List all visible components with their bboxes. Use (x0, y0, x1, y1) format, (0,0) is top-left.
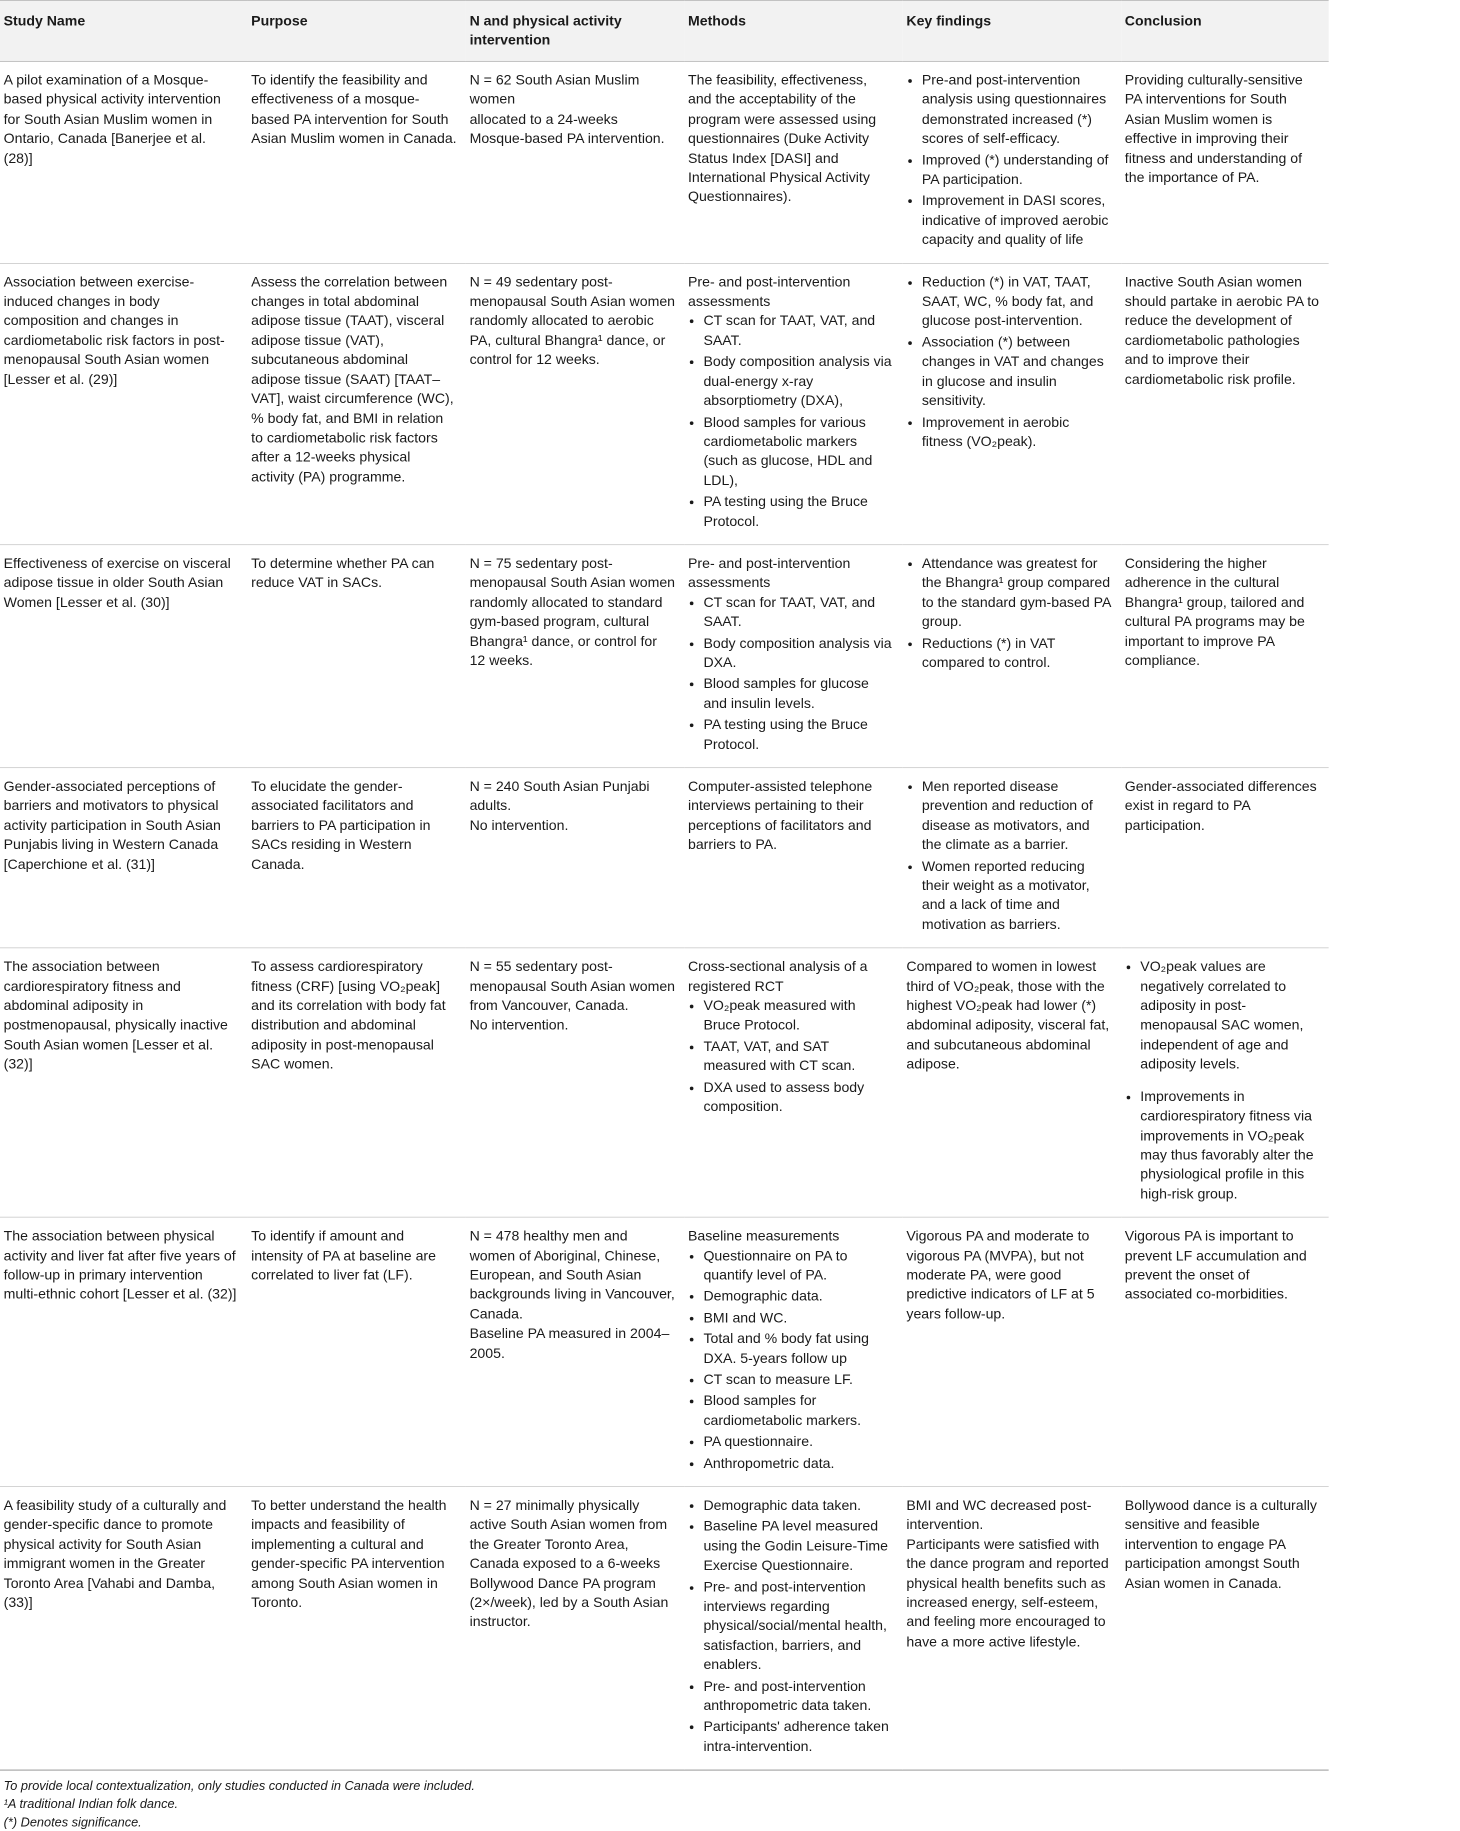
conclusion-text: Providing culturally-sensitive PA interventions for South Asian Muslim women is effective in improving their fitness and understanding of the importance of PA. (1124, 72, 1303, 186)
cell-methods (684, 1217, 902, 1486)
findings-bullet-item: • Association (*) between changes in VAT and changes in glucose and insulin sensitivity. (922, 333, 1112, 411)
methods-bullet-item: • Baseline PA level measured using the Godin Leisure-Time Exercise Questionnaire. (703, 1517, 893, 1575)
conclusion-bullet-item: • Improvements in cardiorespiratory fitness via improvements in VO₂peak may thus favorably alter the physiological profile in this high-risk group. (1140, 1087, 1319, 1204)
cell-key-findings (903, 61, 1121, 263)
footnote-bhangra: ¹A traditional Indian folk dance. (3, 1796, 179, 1812)
cell-n-intervention (466, 1487, 684, 1770)
header-row (0, 0, 1329, 61)
cell-purpose: To determine whether PA can reduce VAT in SACs. (248, 545, 466, 768)
cell-study-name: Gender-associated perceptions of barriers and motivators to physical activity participation in South Asian Punjabis living in Western Canada [Caperchione et al. (31)] (0, 768, 248, 948)
footnote-scope: To provide local contextualization, only studies conducted in Canada were included. (3, 1778, 475, 1794)
header-methods: Methods (684, 0, 902, 61)
n-line: No intervention. (469, 817, 569, 834)
header-purpose: Purpose (248, 0, 466, 61)
table-row (0, 263, 1329, 544)
methods-bullet-item: • Body composition analysis via DXA. (703, 634, 893, 673)
n-line: N = 62 South Asian Muslim women (469, 72, 640, 108)
findings-bullet-item: • Improved (*) understanding of PA participation. (922, 151, 1112, 190)
cell-study-name: Effectiveness of exercise on visceral adipose tissue in older South Asian Women [Lesser et al. (30)] (0, 545, 248, 768)
header-n-intervention: N and physical activity intervention (466, 0, 684, 61)
cell-key-findings (903, 1217, 1121, 1486)
findings-bullet-list (906, 777, 1112, 935)
conclusion-bullet-list (1125, 958, 1320, 1205)
methods-bullet-item: • DXA used to assess body composition. (703, 1078, 893, 1117)
cell-study-name: A feasibility study of a culturally and gender-specific dance to promote physical activity for South Asian immigrant women in the Greater Toronto Area [Vahabi and Damba, (33)] (0, 1487, 248, 1770)
n-line: Baseline PA measured in 2004–2005. (469, 1326, 670, 1362)
cell-methods (684, 948, 902, 1217)
methods-bullet-list (688, 312, 894, 532)
conclusion-text: Bollywood dance is a culturally sensitive and feasible intervention to engage PA participation amongst South Asian women in Canada. (1124, 1497, 1317, 1592)
methods-bullet-list (688, 593, 894, 754)
table-row (0, 1487, 1329, 1770)
cell-methods (684, 1487, 902, 1770)
methods-text: Pre- and post-intervention assessments (687, 555, 851, 591)
cell-study-name: A pilot examination of a Mosque-based physical activity intervention for South Asian Muslim women in Ontario, Canada [Banerjee et al. (28)] (0, 61, 248, 263)
cell-key-findings (903, 263, 1121, 544)
cell-n-intervention (466, 948, 684, 1217)
conclusion-bullet-item: • VO₂peak values are negatively correlated to adiposity in post-menopausal SAC women, independent of age and adiposity levels. (1140, 958, 1319, 1075)
findings-text: Participants were satisfied with the dance program and reported physical health benefits such as increased energy, self-esteem, and feeling more encouraged to have a more active lifestyle. (906, 1536, 1109, 1650)
cell-key-findings (903, 545, 1121, 768)
table-row (0, 61, 1329, 263)
cell-purpose: To identify if amount and intensity of PA at baseline are correlated to liver fat (LF). (248, 1217, 466, 1486)
cell-methods (684, 61, 902, 263)
cell-key-findings (903, 768, 1121, 948)
cell-conclusion (1121, 263, 1328, 544)
methods-bullet-item: • Blood samples for cardiometabolic markers. (703, 1392, 893, 1431)
table-row (0, 1217, 1329, 1486)
methods-bullet-list (688, 1246, 894, 1473)
methods-bullet-item: • Pre- and post-intervention interviews regarding physical/social/mental health, satisfaction, barriers, and enablers. (703, 1578, 893, 1675)
cell-n-intervention (466, 545, 684, 768)
n-line: N = 55 sedentary post-menopausal South Asian women from Vancouver, Canada. (469, 959, 676, 1014)
cell-conclusion (1121, 1217, 1328, 1486)
n-line: allocated to a 24-weeks Mosque-based PA intervention. (469, 111, 665, 147)
methods-text: Computer-assisted telephone interviews pertaining to their perceptions of facilitators and barriers to PA. (687, 778, 873, 853)
conclusion-text: Considering the higher adherence in the cultural Bhangra¹ group, tailored and cultural PA programs may be important to improve PA compliance. (1124, 555, 1305, 669)
methods-text: Pre- and post-intervention assessments (687, 274, 851, 310)
methods-bullet-item: • Body composition analysis via dual-energy x-ray absorptiometry (DXA), (703, 352, 893, 410)
methods-text: Cross-sectional analysis of a registered RCT (687, 959, 868, 995)
cell-n-intervention (466, 1217, 684, 1486)
cell-key-findings (903, 1487, 1121, 1770)
n-line: N = 240 South Asian Punjabi adults. (469, 778, 650, 814)
methods-bullet-list (688, 997, 894, 1118)
cell-study-name: Association between exercise-induced changes in body composition and changes in cardiometabolic risk factors in post-menopausal South Asian women [Lesser et al. (29)] (0, 263, 248, 544)
cell-methods (684, 545, 902, 768)
methods-bullet-item: • CT scan for TAAT, VAT, and SAAT. (703, 312, 893, 351)
findings-bullet-item: • Improvement in DASI scores, indicative of improved aerobic capacity and quality of life (922, 192, 1112, 250)
cell-n-intervention (466, 61, 684, 263)
n-line: N = 75 sedentary post-menopausal South Asian women randomly allocated to standard gym-based program, cultural Bhangra¹ dance, or control for 12 weeks. (469, 555, 676, 669)
table-row (0, 768, 1329, 948)
cell-n-intervention (466, 263, 684, 544)
methods-bullet-item: • Total and % body fat using DXA. 5-years follow up (703, 1330, 893, 1369)
conclusion-text: Gender-associated differences exist in regard to PA participation. (1124, 778, 1317, 834)
findings-bullet-item: • Women reported reducing their weight as a motivator, and a lack of time and motivation as barriers. (922, 857, 1112, 935)
cell-conclusion (1121, 61, 1328, 263)
findings-text: Compared to women in lowest third of VO₂peak, those with the highest VO₂peak had lower (*) abdominal adiposity, visceral fat, and subcutaneous abdominal adipose. (906, 959, 1110, 1073)
cell-study-name: The association between physical activity and liver fat after five years of follow-up in primary intervention multi-ethnic cohort [Lesser et al. (32)] (0, 1217, 248, 1486)
methods-bullet-item: • PA testing using the Bruce Protocol. (703, 715, 893, 754)
methods-bullet-item: • BMI and WC. (703, 1308, 893, 1327)
methods-bullet-item: • VO₂peak measured with Bruce Protocol. (703, 997, 893, 1036)
findings-text: BMI and WC decreased post-intervention. (906, 1497, 1092, 1533)
findings-bullet-list (906, 554, 1112, 673)
n-line: No intervention. (469, 1017, 569, 1034)
cell-methods (684, 768, 902, 948)
methods-bullet-item: • Questionnaire on PA to quantify level of PA. (703, 1246, 893, 1285)
n-line: N = 478 healthy men and women of Aboriginal, Chinese, European, and South Asian backgrounds living in Vancouver, Canada. (469, 1228, 675, 1323)
footnote-significance: (*) Denotes significance. (3, 1814, 142, 1830)
methods-bullet-list (688, 1496, 894, 1757)
header-key-findings: Key findings (903, 0, 1121, 61)
methods-bullet-item: • PA testing using the Bruce Protocol. (703, 492, 893, 531)
methods-bullet-item: • Participants' adherence taken intra-intervention. (703, 1718, 893, 1757)
findings-bullet-item: • Reductions (*) in VAT compared to control. (922, 634, 1112, 673)
cell-purpose: To elucidate the gender-associated facilitators and barriers to PA participation in SACs residing in Western Canada. (248, 768, 466, 948)
cell-purpose: Assess the correlation between changes in total abdominal adipose tissue (TAAT), visceral adipose tissue (VAT), subcutaneous abdominal adipose tissue (SAAT) [TAAT–VAT], waist circumference (WC), % body fat, and BMI in relation to cardiometabolic risk factors after a 12-weeks physical activity (PA) programme. (248, 263, 466, 544)
cell-n-intervention (466, 768, 684, 948)
methods-text: Baseline measurements (687, 1228, 840, 1245)
n-line: N = 49 sedentary post-menopausal South Asian women randomly allocated to aerobic PA, cultural Bhangra¹ dance, or control for 12 weeks. (469, 274, 676, 368)
methods-bullet-item: • Demographic data taken. (703, 1496, 893, 1515)
methods-bullet-item: • TAAT, VAT, and SAT measured with CT scan. (703, 1037, 893, 1076)
table-row (0, 948, 1329, 1217)
findings-text: Vigorous PA and moderate to vigorous PA (MVPA), but not moderate PA, were good predictive indicators of LF at 5 years follow-up. (906, 1228, 1095, 1323)
methods-text: The feasibility, effectiveness, and the acceptability of the program were assessed using questionnaires (Duke Activity Status Index [DASI] and International Physical Activity Questionnaires). (687, 72, 877, 206)
table-footnotes (0, 1770, 1329, 1831)
cell-purpose: To better understand the health impacts and feasibility of implementing a cultural and gender-specific PA intervention among South Asian women in Toronto. (248, 1487, 466, 1770)
cell-methods (684, 263, 902, 544)
cell-conclusion (1121, 768, 1328, 948)
cell-conclusion (1121, 1487, 1328, 1770)
findings-bullet-item: • Attendance was greatest for the Bhangra¹ group compared to the standard gym-based PA group. (922, 554, 1112, 632)
findings-bullet-list (906, 273, 1112, 452)
methods-bullet-item: • Blood samples for glucose and insulin levels. (703, 675, 893, 714)
methods-bullet-item: • Anthropometric data. (703, 1454, 893, 1473)
cell-conclusion (1121, 948, 1328, 1217)
methods-bullet-item: • Demographic data. (703, 1287, 893, 1306)
methods-bullet-item: • Blood samples for various cardiometabolic markers (such as glucose, HDL and LDL), (703, 413, 893, 491)
header-study-name: Study Name (0, 0, 248, 61)
cell-study-name: The association between cardiorespiratory fitness and abdominal adiposity in postmenopausal, physically inactive South Asian women [Lesser et al. (32)] (0, 948, 248, 1217)
methods-bullet-item: • Pre- and post-intervention anthropometric data taken. (703, 1677, 893, 1716)
cell-purpose: To assess cardiorespiratory fitness (CRF) [using VO₂peak] and its correlation with body fat distribution and abdominal adiposity in post-menopausal SAC women. (248, 948, 466, 1217)
findings-bullet-item: • Improvement in aerobic fitness (VO₂peak). (922, 413, 1112, 452)
methods-bullet-item: • CT scan to measure LF. (703, 1370, 893, 1389)
n-line: N = 27 minimally physically active South Asian women from the Greater Toronto Area, Canada exposed to a 6-weeks Bollywood Dance PA program (2×/week), led by a South Asian instructor. (469, 1497, 669, 1631)
cell-purpose: To identify the feasibility and effectiveness of a mosque-based PA intervention for South Asian Muslim women in Canada. (248, 61, 466, 263)
header-conclusion: Conclusion (1121, 0, 1328, 61)
findings-bullet-item: • Reduction (*) in VAT, TAAT, SAAT, WC, % body fat, and glucose post-intervention. (922, 273, 1112, 331)
findings-bullet-item: • Men reported disease prevention and reduction of disease as motivators, and the climate as a barrier. (922, 777, 1112, 855)
methods-bullet-item: • PA questionnaire. (703, 1433, 893, 1452)
findings-bullet-list (906, 71, 1112, 250)
table-row (0, 545, 1329, 768)
findings-bullet-item: • Pre-and post-intervention analysis using questionnaires demonstrated increased (*) scores of self-efficacy. (922, 71, 1112, 149)
methods-bullet-item: • CT scan for TAAT, VAT, and SAAT. (703, 593, 893, 632)
cell-key-findings (903, 948, 1121, 1217)
cell-conclusion (1121, 545, 1328, 768)
conclusion-text: Vigorous PA is important to prevent LF accumulation and prevent the onset of associated co-morbidities. (1124, 1228, 1307, 1303)
conclusion-text: Inactive South Asian women should partake in aerobic PA to reduce the development of cardiometabolic pathologies and to improve their cardiometabolic risk profile. (1124, 274, 1320, 388)
